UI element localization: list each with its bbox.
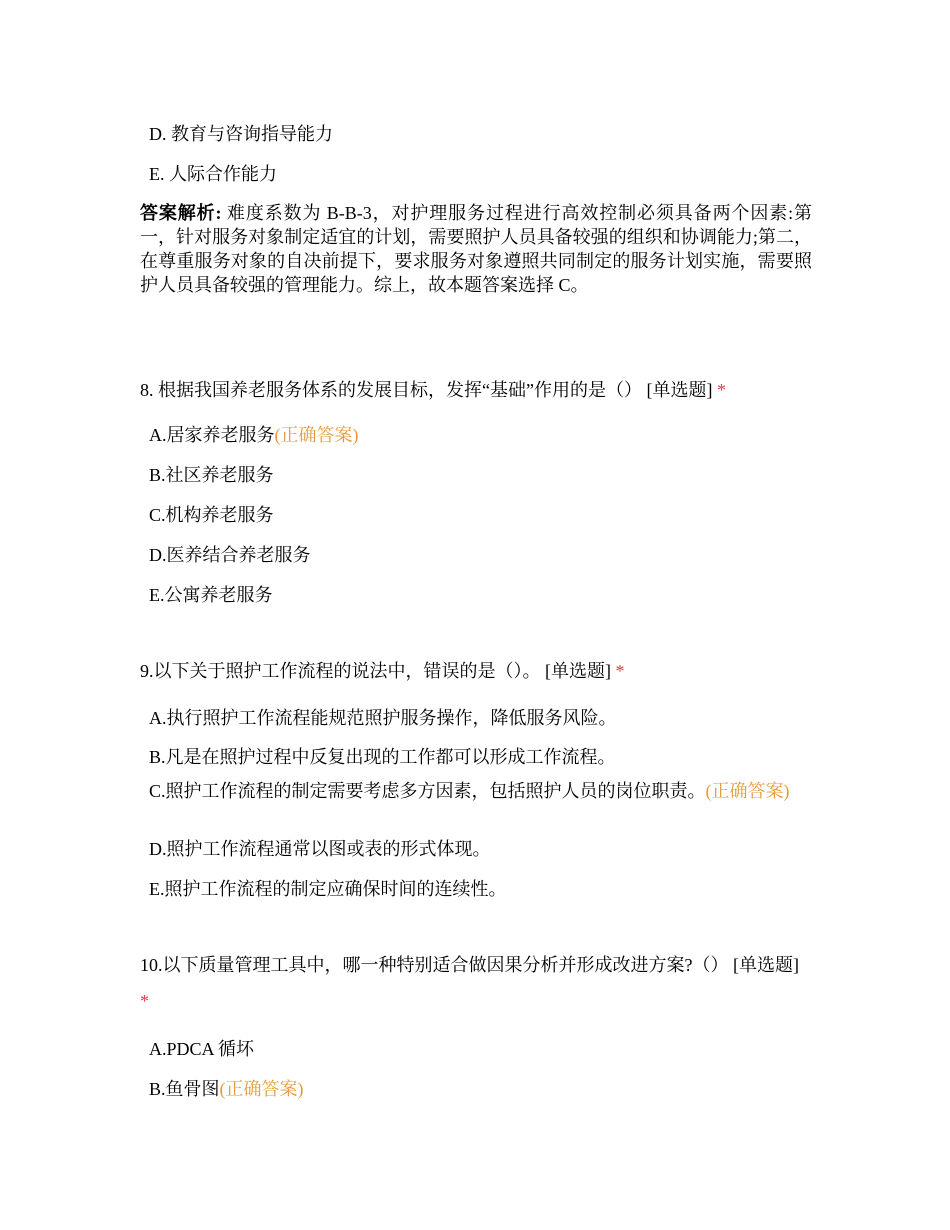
q9-option-d: D.照护工作流程通常以图或表的形式体现。 (149, 839, 491, 859)
q8-option-a (149, 423, 809, 447)
q8-stem-text: 8. 根据我国养老服务体系的发展目标，发挥“基础”作用的是（） [单选题] (140, 380, 713, 400)
analysis-label: 答案解析: (140, 203, 222, 223)
q10-stem-text: 10.以下质量管理工具中，哪一种特别适合做因果分析并形成改进方案?（） [单选题] (140, 955, 799, 975)
q9-stem (140, 659, 810, 683)
q8-stem (140, 378, 810, 402)
correct-answer-mark: (正确答案) (705, 781, 790, 801)
q7-option-d: D. 教育与咨询指导能力 (149, 124, 333, 144)
q10-option-b (149, 1077, 809, 1101)
q9-option-e: E.照护工作流程的制定应确保时间的连续性。 (149, 879, 507, 899)
required-mark: * (140, 991, 149, 1011)
q8-option-e: E.公寓养老服务 (149, 585, 273, 605)
q10-stem (140, 947, 805, 1019)
correct-answer-mark: (正确答案) (274, 425, 359, 445)
required-mark: * (615, 661, 625, 681)
q7-option-e: E. 人际合作能力 (149, 164, 277, 184)
q7-answer-analysis (140, 201, 812, 297)
q9-option-c (149, 779, 794, 803)
q8-option-c: C.机构养老服务 (149, 505, 274, 525)
q9-option-c-text: C.照护工作流程的制定需要考虑多方因素，包括照护人员的岗位职责。 (149, 781, 706, 801)
q9-stem-text: 9.以下关于照护工作流程的说法中，错误的是（）。 [单选题] (140, 661, 611, 681)
q8-option-d: D.医养结合养老服务 (149, 545, 311, 565)
q10-option-a: A.PDCA 循坏 (149, 1039, 255, 1059)
correct-answer-mark: (正确答案) (219, 1079, 304, 1099)
q8-option-b: B.社区养老服务 (149, 465, 274, 485)
q9-option-a: A.执行照护工作流程能规范照护服务操作，降低服务风险。 (149, 708, 617, 728)
q9-option-b: B.凡是在照护过程中反复出现的工作都可以形成工作流程。 (149, 747, 616, 767)
required-mark: * (716, 380, 726, 400)
q10-option-b-text: B.鱼骨图 (149, 1079, 220, 1099)
q8-option-a-text: A.居家养老服务 (149, 425, 275, 445)
analysis-text: 难度系数为 B-B-3，对护理服务过程进行高效控制必须具备两个因素:第一，针对服务对象制定适宜的计划，需要照护人员具备较强的组织和协调能力;第二，在尊重服务对象的自决前提下，要求服务对象遵照共同制定的服务计划实施，需要照护人员具备较强的管理能力。综上，故本题答案选择 C。 (140, 203, 813, 295)
